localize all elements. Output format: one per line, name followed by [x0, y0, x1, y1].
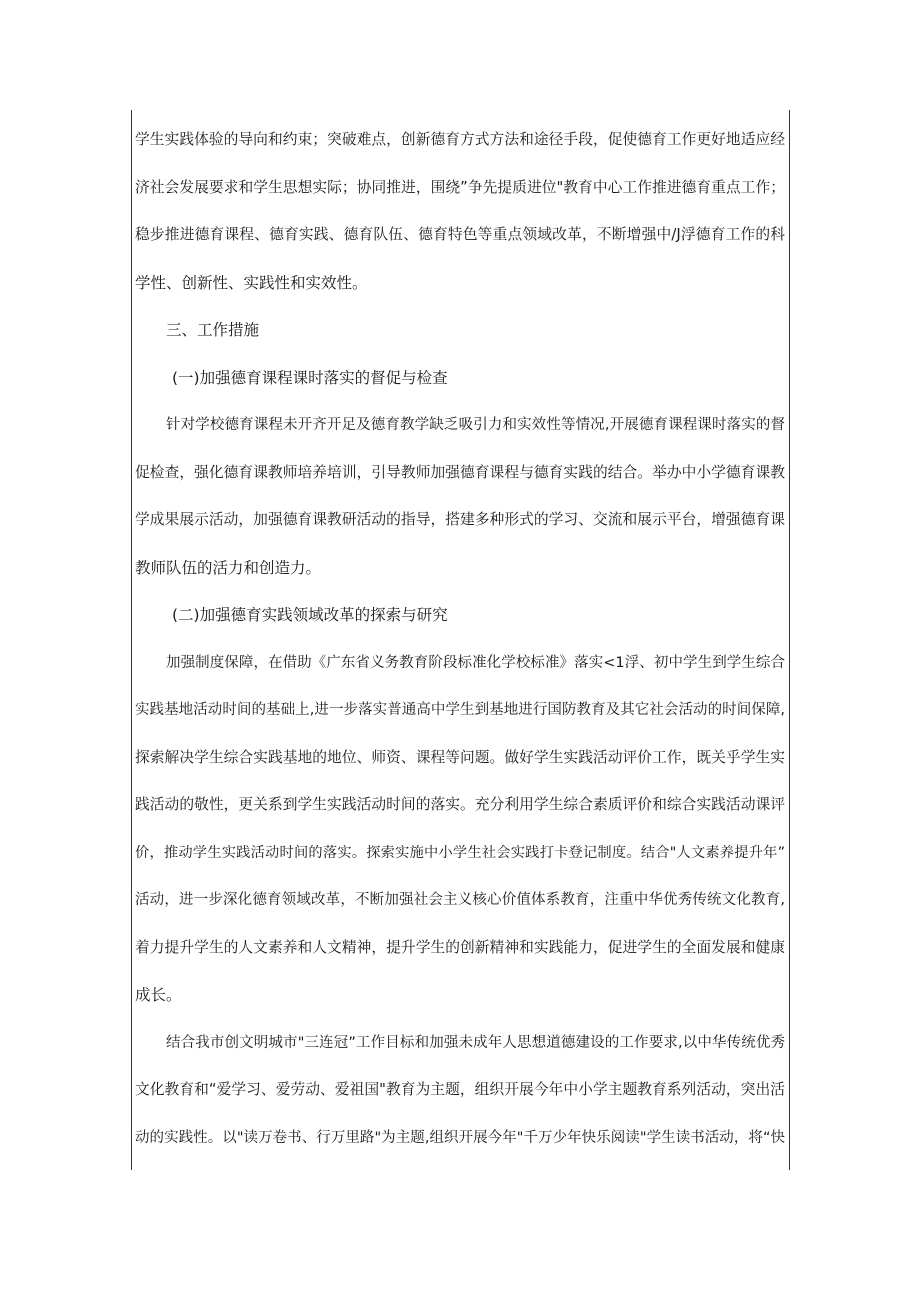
- body-line: 学生实践体验的导向和约束；突破难点，创新德育方式方法和途径手段，促使德育工作更好地适应经: [135, 131, 785, 148]
- body-line: 学成果展示活动，加强德育课教研活动的指导，搭建多种形式的学习、交流和展示平台，增强德育课: [135, 511, 785, 528]
- body-line: 实践基地活动时间的基础上,进一步落实普通高中学生到基地进行国防教育及其它社会活动的时间保障,: [135, 702, 785, 718]
- body-line: 济社会发展要求和学生思想实际；协同推进，围绕”争先提质进位"教育中心工作推进德育重点工作；: [135, 178, 785, 196]
- section-heading: 三、工作措施: [166, 321, 260, 339]
- body-line: 针对学校德育课程未开齐开足及德育教学缺乏吸引力和实效性等情况,开展德育课程课时落实的督: [166, 417, 785, 433]
- body-line: 文化教育和“爱学习、爱劳动、爱祖国"教育为主题，组织开展今年中小学主题教育系列活动，突出活: [135, 1081, 785, 1098]
- left-border-line: [131, 110, 132, 1170]
- body-line: 活动，进一步深化德育领域改革，不断加强社会主义核心价值体系教育，注重中华优秀传统文化教育,: [135, 892, 785, 908]
- body-line: 结合我市创文明城市"三连冠”工作目标和加强未成年人思想道德建设的工作要求,以中华传统优秀: [166, 1034, 785, 1051]
- body-line: 稳步推进德育课程、德育实践、德育队伍、德育特色等重点领域改革，不断增强中/J浮德育工作的科: [135, 226, 785, 243]
- document-body: [135, 125, 785, 1170]
- body-line: 学性、创新性、实践性和实效性。: [135, 273, 368, 292]
- body-line: 动的实践性。以"读万卷书、行万里路"为主题,组织开展今年"千万少年快乐阅读"学生读书活动，将“快: [135, 1129, 785, 1146]
- subsection-heading: (一)加强德育课程课时落实的督促与检查: [172, 368, 448, 387]
- body-line: 价，推动学生实践活动时间的落实。探索实施中小学生社会实践打卡登记制度。结合"人文素养提升年”: [135, 844, 785, 861]
- body-line: 探索解决学生综合实践基地的地位、师资、课程等问题。做好学生实践活动评价工作，既关乎学生实: [135, 748, 785, 766]
- body-line: 践活动的敬性，更关系到学生实践活动时间的落实。充分利用学生综合素质评价和综合实践活动课评: [135, 796, 785, 813]
- subsection-heading: (二)加强德育实践领域改革的探索与研究: [172, 606, 448, 624]
- body-line: 着力提升学生的人文素养和人文精神，提升学生的创新精神和实践能力，促进学生的全面发展和健康: [135, 938, 785, 956]
- right-border-line: [789, 110, 790, 1170]
- body-line: 教师队伍的活力和创造力。: [135, 558, 322, 577]
- body-line: 成长。: [135, 986, 182, 1004]
- body-line: 加强制度保障，在借助《广东省义务教育阶段标准化学校标准》落实<1浮、初中学生到学生综合: [166, 654, 785, 671]
- body-line: 促检查，强化德育课教师培养培训，引导教师加强德育课程与德育实践的结合。举办中小学德育课教: [135, 463, 785, 481]
